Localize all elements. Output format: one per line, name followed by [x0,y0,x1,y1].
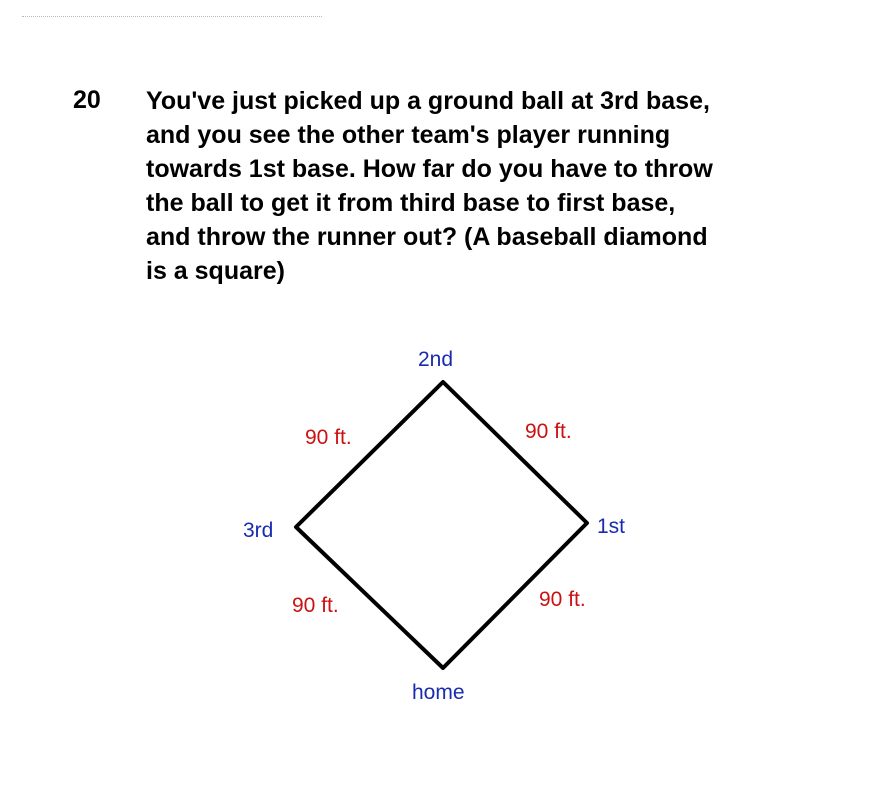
side-length-label: 90 ft. [539,588,586,611]
question-line: is a square) [146,257,285,285]
home-plate-label: home [412,681,465,704]
question-line: and throw the runner out? (A baseball diamond [146,223,708,251]
side-length-label: 90 ft. [292,594,339,617]
question-line: and you see the other team's player running [146,121,671,149]
side-length-label: 90 ft. [305,426,352,449]
third-base-label: 3rd [243,519,274,542]
question-line: the ball to get it from third base to first base, [146,189,676,217]
first-base-label: 1st [597,515,626,538]
second-base-label: 2nd [418,348,454,371]
side-length-label: 90 ft. [525,420,572,443]
question-line: towards 1st base. How far do you have to throw [146,155,713,183]
question-number: 20 [73,86,101,114]
question-line: You've just picked up a ground ball at 3rd base, [146,87,710,115]
